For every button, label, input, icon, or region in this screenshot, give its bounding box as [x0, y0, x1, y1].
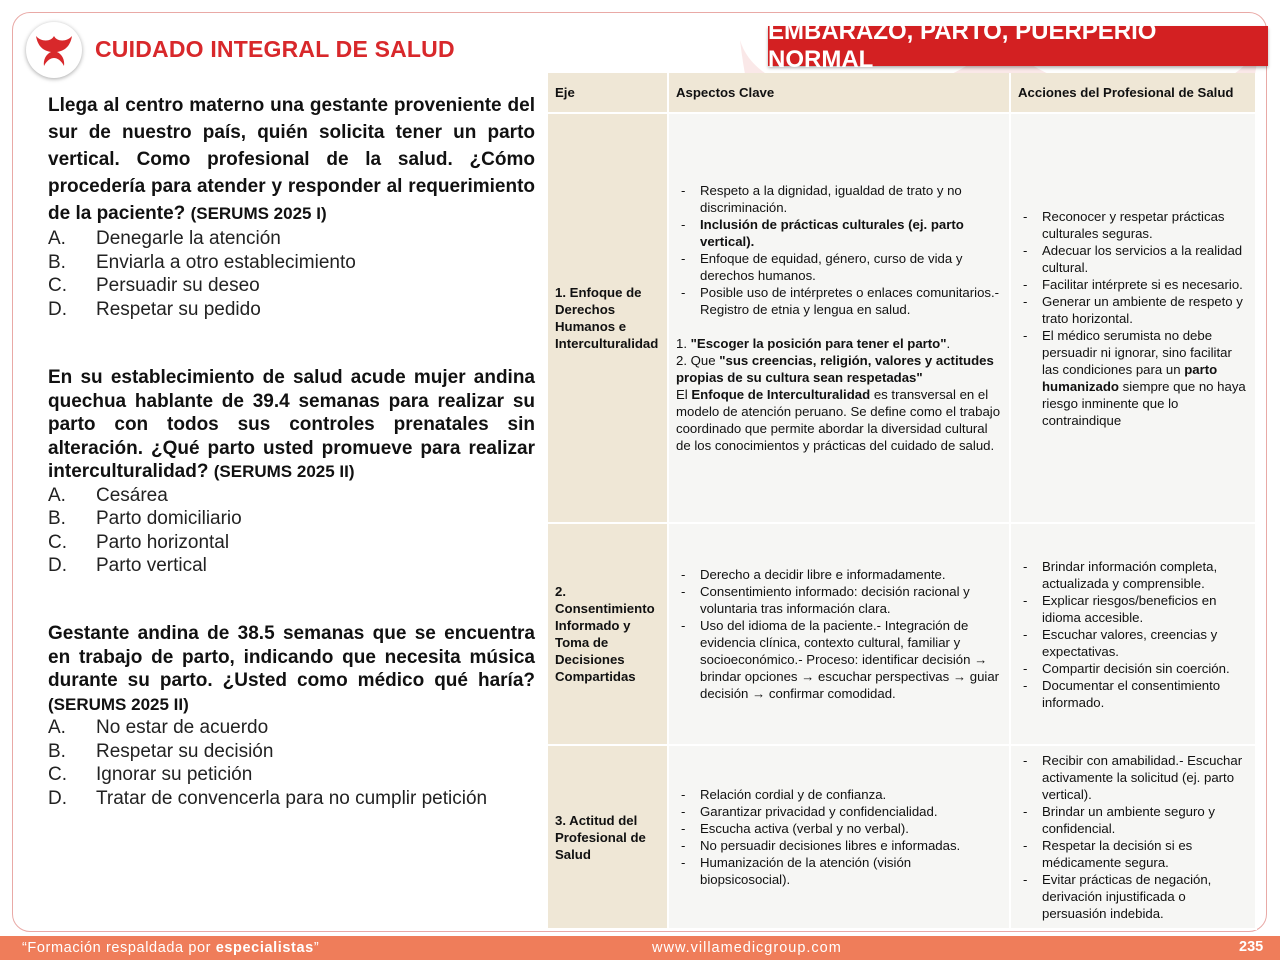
- option-letter: C.: [48, 531, 67, 553]
- option-text: Persuadir su deseo: [96, 275, 260, 296]
- actions-list: [1018, 208, 1248, 429]
- brand-title: CUIDADO INTEGRAL DE SALUD: [95, 36, 455, 62]
- option-letter: C.: [48, 275, 67, 296]
- list-item: - Derecho a decidir libre e informadamente.: [681, 567, 946, 582]
- option-c: [48, 274, 535, 298]
- option-b: [48, 251, 535, 275]
- actions-cell: [1010, 113, 1256, 523]
- eje-cell: 3. Actitud del Profesional de Salud: [548, 745, 668, 929]
- list-item: - Relación cordial y de confianza.: [681, 787, 887, 802]
- option-letter: A.: [48, 484, 66, 506]
- list-item: - Uso del idioma de la paciente.- Integración de evidencia clínica, contexto cultural, familiar y socioeconómico.- Proceso: identificar decisión → brindar opciones → escuchar perspectivas → guiar decisión → confirmar comodidad.: [681, 618, 1000, 701]
- option-letter: B.: [48, 251, 66, 273]
- list-item: - Explicar riesgos/beneficios en idioma accesible.: [1023, 592, 1217, 625]
- list-item: - Adecuar los servicios a la realidad cultural.: [1023, 242, 1243, 275]
- question-stem: [48, 92, 535, 227]
- option-a: [48, 716, 535, 740]
- aspects-list: [676, 566, 1002, 702]
- actions-list: [1018, 752, 1248, 922]
- question-ref: (SERUMS 2025 II): [48, 694, 189, 714]
- option-text: Parto domiciliario: [96, 508, 242, 529]
- list-item: - Escucha activa (verbal y no verbal).: [681, 821, 909, 836]
- page-number: 235: [1239, 939, 1264, 955]
- stem-text: Llega al centro materno una gestante proveniente del sur de nuestro país, quién solicita tener un parto vertical. Como profesional de la salud. ¿Cómo procedería para atender y responder al requerimiento de la paciente?: [48, 95, 535, 224]
- eje-cell: 2. Consentimiento Informado y Toma de Decisiones Compartidas: [548, 523, 668, 745]
- list-item: - Posible uso de intérpretes o enlaces comunitarios.- Registro de etnia y lengua en salud.: [681, 285, 1000, 317]
- aspects-list: [676, 786, 1002, 888]
- option-letter: B.: [48, 508, 66, 529]
- list-item: - Compartir decisión sin coerción.: [1023, 660, 1230, 676]
- option-c: [48, 531, 535, 555]
- actions-cell: [1010, 523, 1256, 745]
- summary-table: [548, 73, 1257, 930]
- list-item: - Enfoque de equidad, género, curso de vida y derechos humanos.: [681, 251, 963, 283]
- list-item: - Evitar prácticas de negación, derivación injustificada o persuasión indebida.: [1023, 872, 1212, 921]
- list-item: - Humanización de la atención (visión biopsicosocial).: [681, 855, 912, 887]
- stem-text: Gestante andina de 38.5 semanas que se encuentra en trabajo de parto, indicando que necesita música durante su parto. ¿Usted como médico qué haría?: [48, 623, 535, 691]
- list-item: - Documentar el consentimiento informado.: [1023, 677, 1221, 710]
- question-1: [48, 92, 535, 321]
- list-item: - Escuchar valores, creencias y expectativas.: [1023, 626, 1218, 659]
- option-letter: D.: [48, 787, 67, 809]
- point-1: 1. "Escoger la posición para tener el parto".: [676, 336, 951, 351]
- option-letter: C.: [48, 764, 67, 785]
- option-letter: D.: [48, 555, 67, 576]
- option-letter: B.: [48, 740, 66, 762]
- options-list: [48, 484, 535, 578]
- option-text: Enviarla a otro establecimiento: [96, 251, 356, 273]
- question-3: [48, 622, 535, 810]
- question-2: [48, 366, 535, 578]
- option-b: [48, 740, 535, 764]
- list-item: - Brindar un ambiente seguro y confidencial.: [1023, 804, 1216, 836]
- list-item: - Inclusión de prácticas culturales (ej. parto vertical).: [681, 217, 964, 249]
- list-item: - Respeto a la dignidad, igualdad de trato y no discriminación.: [681, 183, 962, 215]
- table-row: [548, 523, 1256, 745]
- list-item: - Recibir con amabilidad.- Escuchar activamente la solicitud (ej. parto vertical).: [1023, 753, 1243, 802]
- table-header-row: [548, 73, 1256, 113]
- aspects-list: [676, 182, 1002, 318]
- option-text: Parto vertical: [96, 555, 207, 576]
- option-letter: A.: [48, 717, 66, 738]
- paragraph: El Enfoque de Interculturalidad es transversal en el modelo de atención peruano. Se define como el trabajo coordinado que permite abordar la diversidad cultural de los conocimientos y prácticas del cuidado de salud.: [676, 387, 1001, 453]
- footer-url[interactable]: www.villamedicgroup.com: [652, 940, 842, 956]
- list-item: - Reconocer y respetar prácticas culturales seguras.: [1023, 208, 1225, 241]
- options-list: [48, 227, 535, 321]
- list-item: - Facilitar intérprete si es necesario.: [1023, 276, 1243, 292]
- actions-cell: [1010, 745, 1256, 929]
- aspects-cell: [668, 745, 1010, 929]
- list-item: - Consentimiento informado: decisión racional y voluntaria tras información clara.: [681, 584, 970, 616]
- table-row: [548, 745, 1256, 929]
- eje-cell: 1. Enfoque de Derechos Humanos e Interculturalidad: [548, 113, 668, 523]
- phoenix-logo-icon: [34, 32, 74, 68]
- stem-text: En su establecimiento de salud acude mujer andina quechua hablante de 39.4 semanas para realizar su parto con todos sus controles prenatales sin alteración. ¿Qué parto usted promueve para realizar interculturalidad?: [48, 367, 535, 482]
- topic-banner: EMBARAZO, PARTO, PUERPERIO NORMAL: [768, 26, 1268, 66]
- option-text: No estar de acuerdo: [96, 717, 269, 738]
- option-text: Tratar de convencerla para no cumplir petición: [96, 787, 488, 809]
- actions-list: [1018, 558, 1248, 711]
- header-aspectos: Aspectos Clave: [668, 73, 1010, 113]
- option-a: [48, 484, 535, 508]
- options-list: [48, 716, 535, 810]
- list-item: - Brindar información completa, actualizada y comprensible.: [1023, 558, 1218, 591]
- question-ref: (SERUMS 2025 II): [213, 462, 355, 481]
- option-text: Denegarle la atención: [96, 228, 281, 249]
- option-b: [48, 507, 535, 531]
- option-letter: A.: [48, 228, 66, 249]
- list-item: - El médico serumista no debe persuadir ni ignorar, sino facilitar las condiciones para un parto humanizado siempre que no haya riesgo inminente que lo contraindique: [1023, 327, 1246, 428]
- point-2: 2. Que "sus creencias, religión, valores y actitudes propias de su cultura sean respetadas": [676, 353, 994, 385]
- option-d: [48, 787, 535, 811]
- question-ref: (SERUMS 2025 I): [190, 204, 327, 223]
- list-item: - Garantizar privacidad y confidencialidad.: [681, 804, 938, 819]
- option-c: [48, 763, 535, 787]
- aspects-cell: [668, 113, 1010, 523]
- brand-logo: [26, 22, 82, 78]
- table-row: [548, 113, 1256, 523]
- option-text: Cesárea: [96, 484, 168, 506]
- question-stem: [48, 622, 535, 716]
- footer-quote: “Formación respaldada por especialistas”: [22, 940, 320, 956]
- option-text: Respetar su decisión: [96, 740, 274, 762]
- header-acciones: Acciones del Profesional de Salud: [1010, 73, 1256, 113]
- option-letter: D.: [48, 298, 67, 320]
- list-item: - No persuadir decisiones libres e informadas.: [681, 838, 961, 853]
- list-item: - Respetar la decisión si es médicamente segura.: [1023, 838, 1193, 870]
- option-text: Ignorar su petición: [96, 764, 253, 785]
- option-d: [48, 298, 535, 322]
- option-d: [48, 554, 535, 578]
- list-item: - Generar un ambiente de respeto y trato horizontal.: [1023, 293, 1243, 326]
- aspects-cell: [668, 523, 1010, 745]
- question-stem: [48, 366, 535, 484]
- footer-bar: [0, 936, 1280, 960]
- option-text: Respetar su pedido: [96, 298, 261, 320]
- option-a: [48, 227, 535, 251]
- option-text: Parto horizontal: [96, 531, 230, 553]
- header-eje: Eje: [548, 73, 668, 113]
